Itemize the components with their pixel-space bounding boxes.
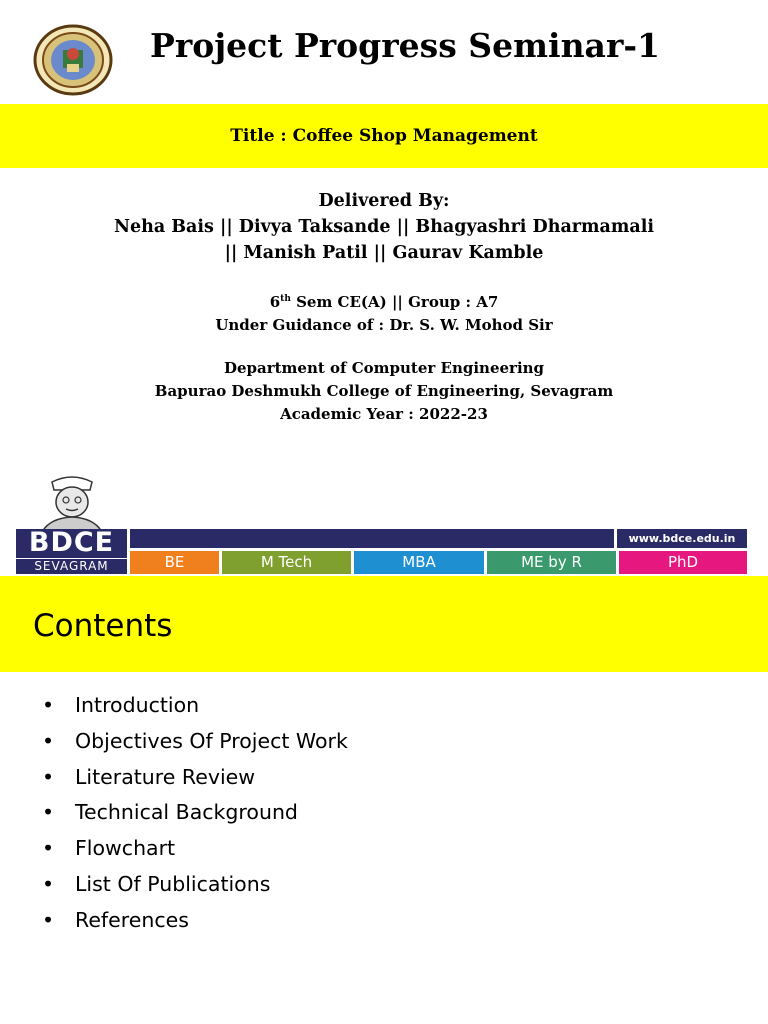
members-line-1: Neha Bais || Divya Taksande || Bhagyashri Dharmamali bbox=[113, 217, 655, 237]
academic-year-line: Academic Year : 2022-23 bbox=[280, 405, 488, 423]
delivered-by-label: Delivered By: bbox=[318, 191, 450, 211]
semester-group-line bbox=[0, 288, 768, 314]
bullet-icon: • bbox=[42, 764, 55, 789]
sem-superscript: th bbox=[280, 294, 291, 304]
contents-item-label: Introduction bbox=[75, 693, 200, 717]
founder-portrait-illustration bbox=[22, 474, 122, 532]
department-line: Department of Computer Engineering bbox=[223, 359, 545, 377]
bullet-icon: • bbox=[42, 693, 55, 717]
program-tag-be: BE bbox=[130, 551, 219, 574]
contents-list-item bbox=[42, 795, 348, 831]
bullet-icon: • bbox=[42, 800, 55, 825]
college-line: Bapurao Deshmukh College of Engineering, Sevagram bbox=[154, 382, 614, 400]
contents-item-label: Flowchart bbox=[75, 836, 176, 861]
contents-item-label: Technical Background bbox=[75, 800, 298, 825]
contents-heading: Contents bbox=[33, 608, 173, 644]
contents-heading-band bbox=[0, 576, 768, 672]
program-tag-phd: PhD bbox=[619, 551, 747, 574]
members-line-2: || Manish Patil || Gaurav Kamble bbox=[224, 243, 544, 263]
semester-block bbox=[0, 288, 768, 337]
college-seal-logo bbox=[33, 24, 113, 96]
main-title: Project Progress Seminar-1 bbox=[150, 26, 660, 65]
contents-list-item bbox=[42, 867, 348, 903]
contents-item-label: Objectives Of Project Work bbox=[75, 728, 348, 753]
program-tag-mebyr: ME by R bbox=[487, 551, 616, 574]
guidance-line: Under Guidance of : Dr. S. W. Mohod Sir bbox=[215, 316, 553, 334]
bullet-icon: • bbox=[42, 728, 55, 753]
delivered-by-block bbox=[0, 188, 768, 266]
contents-slide bbox=[0, 576, 768, 1024]
contents-list-item bbox=[42, 724, 348, 760]
sem-number: 6 bbox=[269, 293, 281, 311]
college-website-url: www.bdce.edu.in bbox=[617, 529, 747, 548]
project-title-band bbox=[0, 104, 768, 168]
banner-navy-bar bbox=[130, 529, 614, 548]
contents-item-label: Literature Review bbox=[75, 764, 256, 789]
program-tag-mtech: M Tech bbox=[222, 551, 351, 574]
project-title: Title : Coffee Shop Management bbox=[230, 126, 538, 146]
bullet-icon: • bbox=[42, 836, 55, 861]
contents-list-item bbox=[42, 760, 348, 796]
sem-rest: Sem CE(A) || Group : A7 bbox=[290, 293, 499, 311]
bullet-icon: • bbox=[42, 907, 55, 932]
contents-list-item bbox=[42, 688, 348, 724]
contents-list bbox=[42, 688, 348, 939]
contents-item-label: List Of Publications bbox=[75, 871, 271, 896]
contents-item-label: References bbox=[75, 907, 189, 932]
bdce-location-text: SEVAGRAM bbox=[16, 558, 127, 574]
program-tag-mba: MBA bbox=[354, 551, 484, 574]
contents-list-item bbox=[42, 903, 348, 939]
bdce-brand-text: BDCE bbox=[28, 527, 115, 558]
bullet-icon: • bbox=[42, 871, 55, 896]
institution-block bbox=[0, 357, 768, 426]
contents-list-item bbox=[42, 831, 348, 867]
